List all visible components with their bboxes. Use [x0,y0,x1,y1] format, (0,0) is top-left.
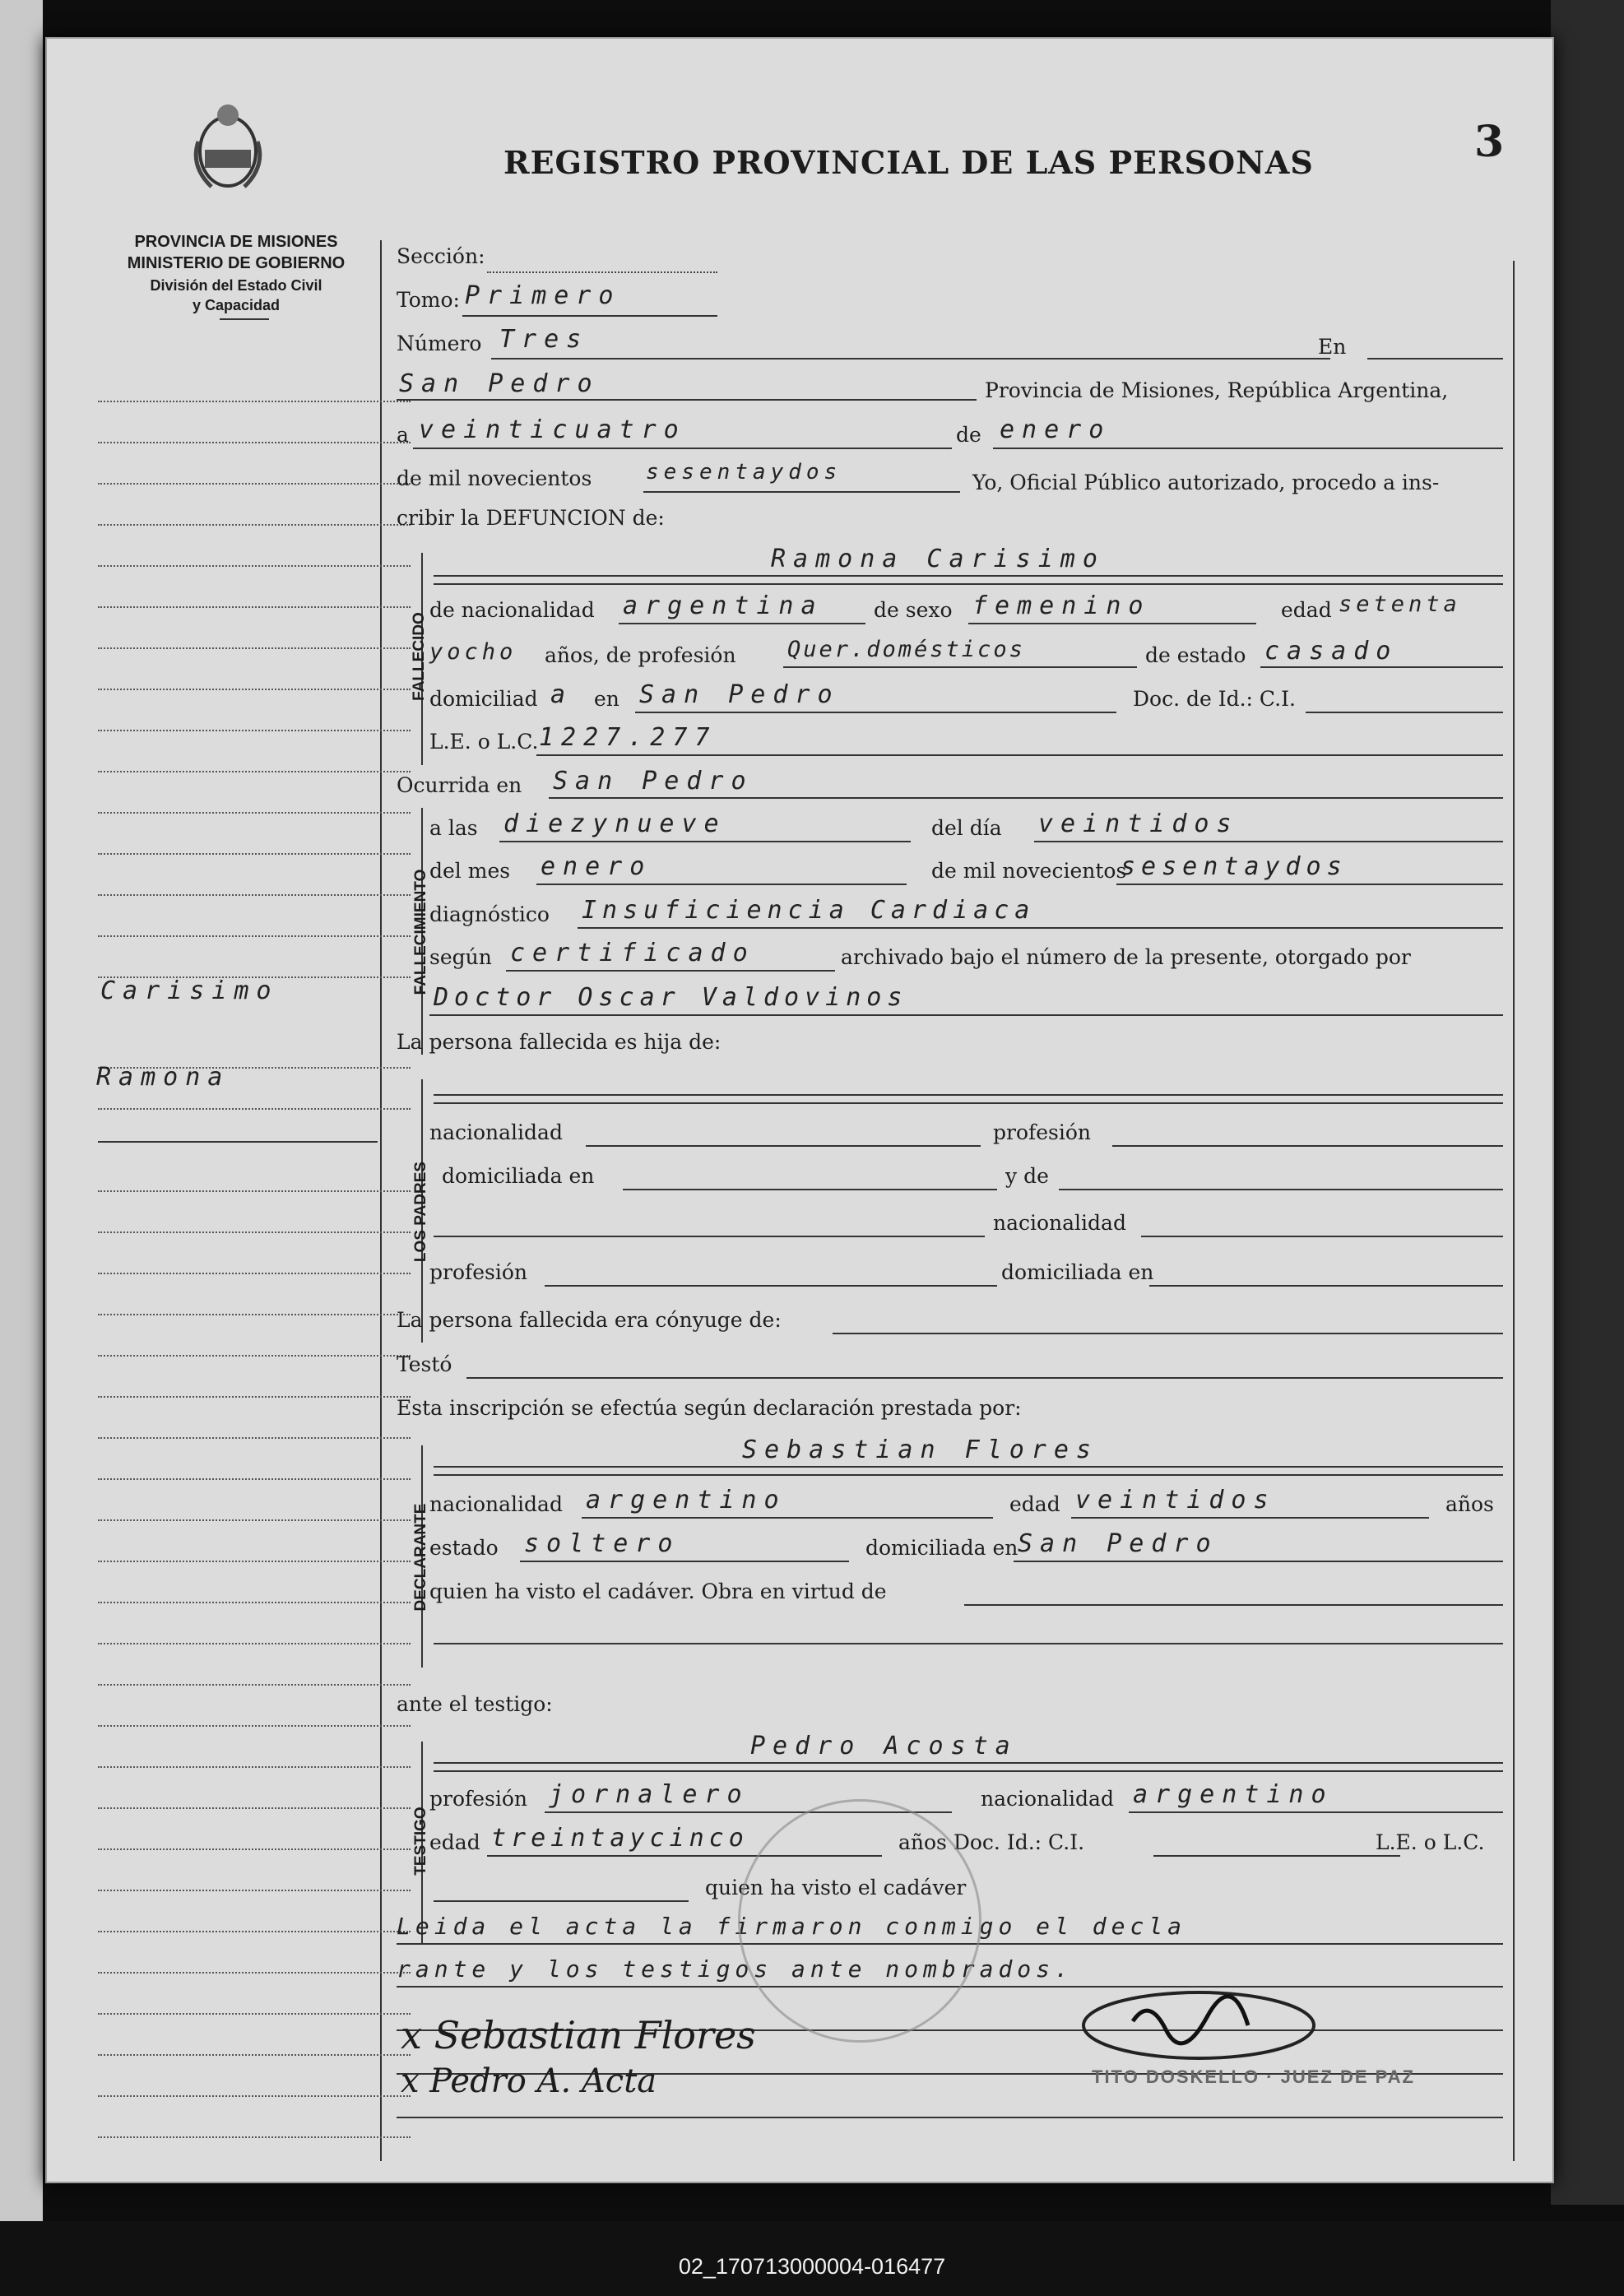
left-binding [0,0,43,2238]
testigo-nacionalidad-label: nacionalidad [981,1787,1114,1811]
padre-domiciliada-label: domiciliada en [442,1164,595,1188]
segun-value: certificado [510,939,755,967]
officer-text: Yo, Oficial Público autorizado, procedo a ins- [972,471,1440,494]
madre-nacionalidad-label: nacionalidad [993,1211,1126,1235]
testigo-name: Pedro Acosta [750,1732,1018,1760]
testigo-nacionalidad-value: argentino [1133,1780,1334,1809]
declarante-edad-value: veintidos [1075,1486,1276,1514]
mes-value: enero [541,852,652,881]
edad-value-2: yocho [429,639,517,665]
doctor-value: Doctor Oscar Valdovinos [434,983,908,1012]
declarante-domicilio-value: San Pedro [1018,1529,1218,1558]
declarante-edad-label: edad [1009,1492,1060,1516]
official-seal-stamp [738,1799,981,2043]
org-line-3: División del Estado Civil [150,277,322,294]
domicilio-value: San Pedro [639,680,840,709]
declaracion-intro: Esta inscripción se efectúa según declaración prestada por: [397,1396,1022,1420]
signature-testigo: x Pedro A. Acta [401,2062,657,2100]
margin-surname: Carisimo [100,976,279,1005]
y-de-label: y de [1005,1164,1049,1188]
testigo-edad-label: edad [429,1830,480,1854]
org-line-4: y Capacidad [192,297,281,313]
testigo-edad-value: treintaycinco [491,1824,749,1853]
diag-label: diagnóstico [429,902,550,926]
testigo-cadaver-text: quien ha visto el cadáver [705,1876,967,1899]
testigo-le-label: L.E. o L.C. [1376,1830,1485,1854]
archivado-text: archivado bajo el número de la presente, otorgado por [841,945,1411,969]
month-value: enero [1000,415,1111,444]
estado-label: de estado [1145,643,1246,667]
fallecimiento-label: FALLECIMIENTO [412,869,429,995]
nacionalidad-label: de nacionalidad [429,598,595,622]
testigo-profesion-value: jornalero [549,1780,749,1809]
le-label: L.E. o L.C. [429,730,539,754]
conyuge-label: La persona fallecida era cónyuge de: [397,1308,782,1332]
margin-divider [380,240,382,2161]
page-number: 3 [1474,117,1505,167]
right-border [1513,261,1515,2161]
declarante-name: Sebastian Flores [742,1436,1098,1464]
inscribe-text: cribir la DEFUNCION de: [397,506,665,530]
padres-label: LOS PADRES [412,1161,429,1263]
ocurrida-value: San Pedro [553,767,754,795]
mes-label: del mes [429,859,511,883]
testigo-anos-doc-label: años Doc. Id.: C.I. [898,1830,1085,1854]
anio-label: de mil novecientos [931,859,1127,883]
madre-domiciliada-label: domiciliada en [1001,1260,1154,1284]
declarante-nacionalidad-label: nacionalidad [429,1492,563,1516]
edad-value: setenta [1339,591,1461,617]
hora-label: a las [429,816,478,840]
le-value: 1227.277 [539,723,717,752]
numero-label: Número [397,332,482,355]
tomo-label: Tomo: [397,288,460,312]
segun-label: según [429,945,492,969]
fallecido-label: FALLECIDO [411,612,428,701]
declarante-domicilio-label: domiciliada en [865,1536,1018,1560]
margin-given-name: Ramona [96,1063,230,1092]
declarante-anos-label: años [1445,1492,1494,1516]
testigo-profesion-label: profesión [429,1787,528,1811]
year-value: sesentaydos [646,460,842,485]
declarante-estado-label: estado [429,1536,499,1560]
signature-declarante: x Sebastian Flores [401,2013,756,2057]
estado-value: casado [1264,637,1399,666]
sexo-value: femenino [972,591,1151,620]
edad-label: edad [1281,598,1332,622]
madre-profesion-label: profesión [429,1260,528,1284]
seccion-label: Sección: [397,244,485,268]
testigo-intro: ante el testigo: [397,1692,553,1716]
declarante-label: DECLARANTE [412,1503,429,1612]
year-label: de mil novecientos [397,466,592,490]
register-page [45,37,1554,2183]
dia-label: del día [931,816,1002,840]
domicilio-en: en [594,687,619,711]
a-label: a [397,423,409,447]
closing-line-1: Leida el acta la firmaron conmigo el decla [397,1913,1187,1940]
doc-label: Doc. de Id.: C.I. [1133,687,1296,711]
numero-value: Tres [499,325,589,354]
official-signature-icon [1075,1980,1339,2071]
closing-line-2: rante y los testigos ante nombrados. [397,1955,1074,1983]
declarante-estado-value: soltero [524,1529,680,1558]
anio-value: sesentaydos [1121,852,1348,881]
place-value: San Pedro [399,369,600,398]
de-label: de [956,423,981,447]
margin-underline [98,1141,378,1143]
nacionalidad-value: argentina [623,591,824,620]
padres-intro: La persona fallecida es hija de: [397,1030,722,1054]
diag-value: Insuficiencia Cardiaca [582,896,1036,925]
profesion-value: Quer.domésticos [787,637,1025,662]
day-value: veinticuatro [419,415,686,444]
book-edge [1551,0,1624,2205]
hora-value: diezynueve [503,809,726,838]
deceased-name: Ramona Carisimo [771,545,1105,573]
declarante-nacionalidad-value: argentino [586,1486,786,1514]
coat-of-arms-icon [187,100,269,195]
domicilio-label: domiciliad [429,687,538,711]
org-line-2: MINISTERIO DE GOBIERNO [127,254,346,272]
province-text: Provincia de Misiones, República Argentina, [985,378,1449,402]
padre-nacionalidad-label: nacionalidad [429,1120,563,1144]
judge-stamp-text: TITO DOSKELLO · JUEZ DE PAZ [1092,2066,1415,2087]
en-label: En [1318,335,1347,359]
org-line-1: PROVINCIA DE MISIONES [134,233,338,251]
padre-profesion-label: profesión [993,1120,1092,1144]
sexo-label: de sexo [874,598,953,622]
page-title: REGISTRO PROVINCIAL DE LAS PERSONAS [503,144,1314,181]
testigo-label: TESTIGO [412,1807,429,1876]
profesion-label: años, de profesión [545,643,736,667]
domicilio-suffix: a [550,680,573,709]
testo-label: Testó [397,1352,452,1376]
dia-value: veintidos [1038,809,1239,838]
ocurrida-label: Ocurrida en [397,773,522,797]
file-name: 02_170713000004-016477 [678,2254,946,2279]
tomo-value: Primero [465,281,621,310]
divider [220,318,269,320]
declarante-cadaver-text: quien ha visto el cadáver. Obra en virtud de [429,1579,887,1603]
